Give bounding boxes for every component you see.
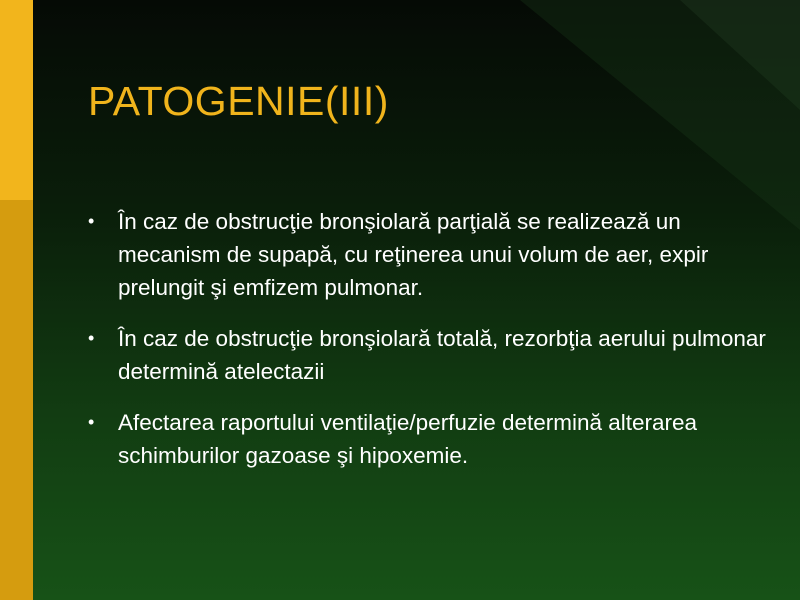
accent-bar-top xyxy=(0,0,33,200)
bullet-item xyxy=(88,205,768,304)
bullet-item xyxy=(88,406,768,472)
bullet-icon: • xyxy=(88,211,95,231)
bullet-text: În caz de obstrucţie bronşiolară parţială se realizează un mecanism de supapă, cu reţinerea unui volum de aer, expir prelungit şi emfizem pulmonar. xyxy=(118,209,709,300)
slide-title: PATOGENIE(III) xyxy=(88,78,389,124)
bullet-list xyxy=(88,205,768,490)
bullet-item xyxy=(88,322,768,388)
accent-bar xyxy=(0,0,33,600)
bullet-text: Afectarea raportului ventilaţie/perfuzie determină alterarea schimburilor gazoase şi hipoxemie. xyxy=(118,410,698,468)
bullet-icon: • xyxy=(88,412,95,432)
bullet-text: În caz de obstrucţie bronşiolară totală, rezorbţia aerului pulmonar determină atelectazii xyxy=(118,326,766,384)
bullet-icon: • xyxy=(88,328,95,348)
accent-bar-bottom xyxy=(0,200,33,600)
